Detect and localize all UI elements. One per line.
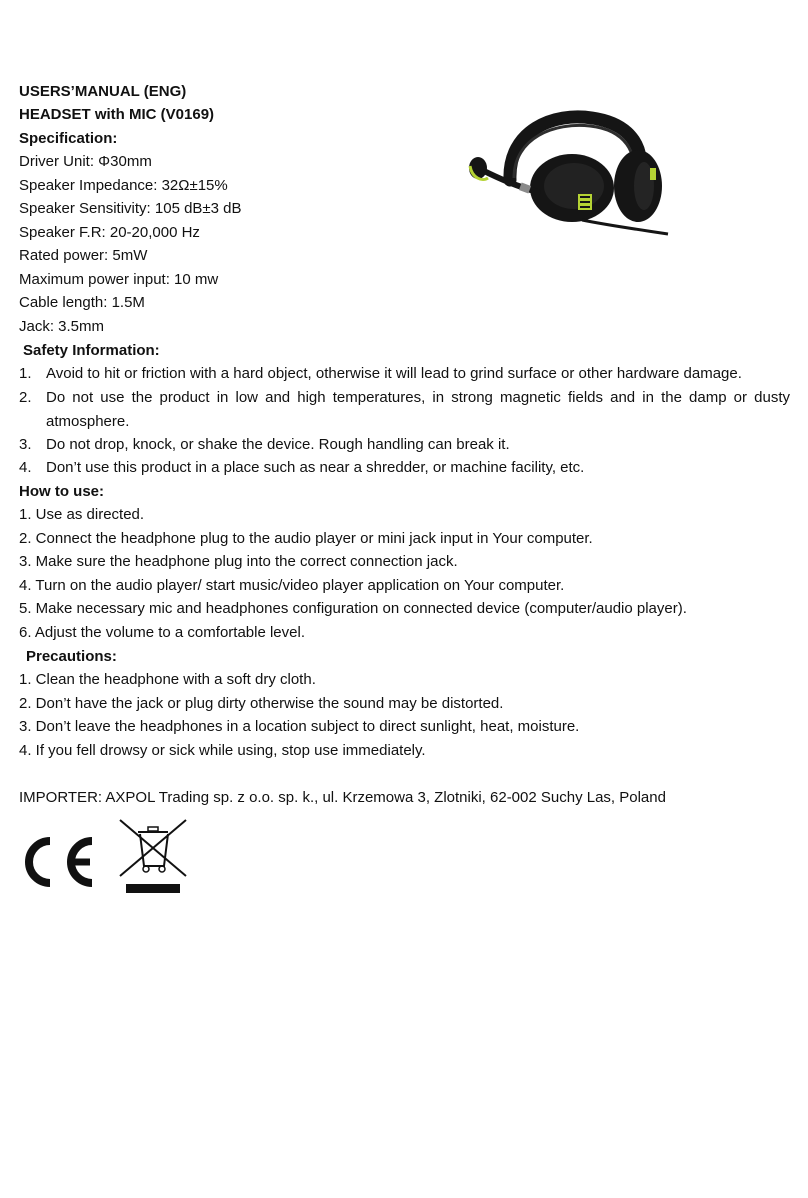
precaution-item: 2. Don’t have the jack or plug dirty otherwise the sound may be distorted. xyxy=(19,695,504,712)
safety-item-number: 4. xyxy=(19,459,32,476)
safety-item-text: Do not use the product in low and high temperatures, in strong magnetic fields and in the damp or dusty atmosphere. xyxy=(46,389,790,430)
product-title: HEADSET with MIC (V0169) xyxy=(19,106,215,123)
manual-title: USERS’MANUAL (ENG) xyxy=(19,83,187,100)
spec-max-power: Maximum power input: 10 mw xyxy=(19,271,219,288)
how-to-use-step: 2. Connect the headphone plug to the audio player or mini jack input in Your computer. xyxy=(19,530,593,547)
spec-rated-power: Rated power: 5mW xyxy=(19,247,148,264)
precaution-item: 3. Don’t leave the headphones in a location subject to direct sunlight, heat, moisture. xyxy=(19,718,580,735)
how-to-use-step: 4. Turn on the audio player/ start music/video player application on Your computer. xyxy=(19,577,565,594)
safety-item-text: Avoid to hit or friction with a hard object, otherwise it will lead to grind surface or other hardware damage. xyxy=(46,365,742,382)
specification-heading: Specification: xyxy=(19,130,118,147)
crossed-out-wheelie-bin-icon xyxy=(116,816,190,896)
spec-driver-unit: Driver Unit: Φ30mm xyxy=(19,153,152,170)
precaution-item: 1. Clean the headphone with a soft dry cloth. xyxy=(19,671,316,688)
precaution-item: 4. If you fell drowsy or sick while using, stop use immediately. xyxy=(19,742,426,759)
spec-impedance: Speaker Impedance: 32Ω±15% xyxy=(19,177,228,194)
safety-item-number: 2. xyxy=(19,389,32,406)
spec-jack: Jack: 3.5mm xyxy=(19,318,105,335)
spec-frequency-response: Speaker F.R: 20-20,000 Hz xyxy=(19,224,200,241)
headset-photo xyxy=(462,108,674,240)
spec-cable-length: Cable length: 1.5M xyxy=(19,294,145,311)
importer-address: IMPORTER: AXPOL Trading sp. z o.o. sp. k., ul. Krzemowa 3, Zlotniki, 62-002 Suchy Las, Poland xyxy=(19,789,666,806)
spec-sensitivity: Speaker Sensitivity: 105 dB±3 dB xyxy=(19,200,242,217)
ce-mark-icon xyxy=(20,833,98,891)
how-to-use-step: 3. Make sure the headphone plug into the correct connection jack. xyxy=(19,553,458,570)
how-to-use-step: 6. Adjust the volume to a comfortable level. xyxy=(19,624,305,641)
safety-heading: Safety Information: xyxy=(23,342,160,359)
safety-item-text: Do not drop, knock, or shake the device. Rough handling can break it. xyxy=(46,436,510,453)
safety-item-number: 1. xyxy=(19,365,32,382)
how-to-use-step: 5. Make necessary mic and headphones configuration on connected device (computer/audio player). xyxy=(19,600,687,617)
how-to-use-heading: How to use: xyxy=(19,483,104,500)
safety-item-text: Don’t use this product in a place such as near a shredder, or machine facility, etc. xyxy=(46,459,585,476)
precautions-heading: Precautions: xyxy=(26,648,117,665)
how-to-use-step: 1. Use as directed. xyxy=(19,506,145,523)
safety-item-number: 3. xyxy=(19,436,32,453)
